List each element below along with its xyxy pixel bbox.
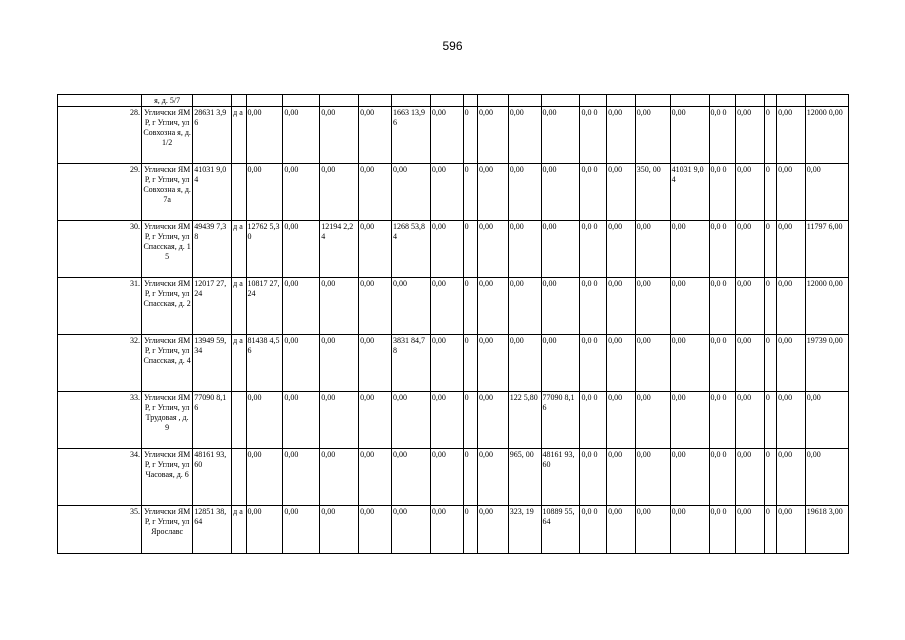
value-cell — [232, 449, 246, 506]
value-cell: 0,00 — [246, 164, 283, 221]
row-number: 28. — [58, 107, 142, 164]
value-cell: 0,00 — [246, 392, 283, 449]
value-cell: 0,00 — [246, 449, 283, 506]
value-cell: 19618 3,00 — [805, 506, 848, 554]
value-cell: 0,0 0 — [580, 392, 607, 449]
value-cell: 0,00 — [508, 107, 541, 164]
value-cell: 0,0 0 — [709, 506, 736, 554]
address-cell: Угличски ЯМР, г Углич, ул Совхозна я, д. 7а — [142, 164, 193, 221]
value-cell: 0,00 — [430, 392, 463, 449]
value-cell: 0,00 — [283, 335, 320, 392]
value-cell: 3831 84,78 — [391, 335, 430, 392]
value-cell: 0,00 — [736, 335, 765, 392]
value-cell: 0,00 — [283, 449, 320, 506]
value-cell: 12000 0,00 — [805, 107, 848, 164]
value-cell: 0,00 — [283, 506, 320, 554]
value-cell: 81438 4,56 — [246, 335, 283, 392]
value-cell: 10889 55,64 — [541, 506, 580, 554]
value-cell: 0,00 — [359, 107, 392, 164]
value-cell: 0,0 0 — [709, 335, 736, 392]
value-cell: 0,00 — [777, 221, 806, 278]
value-cell: 12851 38,64 — [193, 506, 232, 554]
value-cell: 0,00 — [607, 164, 636, 221]
value-cell: 0,00 — [478, 107, 509, 164]
value-cell: 0,00 — [736, 221, 765, 278]
value-cell: 0,00 — [541, 278, 580, 335]
value-cell: 0,00 — [736, 278, 765, 335]
value-cell: 0,00 — [670, 221, 709, 278]
row-number: 34. — [58, 449, 142, 506]
value-cell: 11797 6,00 — [805, 221, 848, 278]
value-cell: 0,00 — [736, 449, 765, 506]
table-row — [58, 506, 849, 554]
value-cell: 12194 2,24 — [320, 221, 359, 278]
value-cell: 0,0 0 — [709, 392, 736, 449]
value-cell: 0,00 — [635, 107, 670, 164]
value-cell: 0,00 — [777, 506, 806, 554]
table-row — [58, 278, 849, 335]
value-cell: 0,00 — [635, 335, 670, 392]
value-cell: 1663 13,96 — [391, 107, 430, 164]
table-row — [58, 335, 849, 392]
value-cell: 0,00 — [320, 392, 359, 449]
value-cell: 0,00 — [359, 449, 392, 506]
value-cell: 323, 19 — [508, 506, 541, 554]
value-cell: 0,00 — [670, 278, 709, 335]
value-cell: 0,00 — [777, 278, 806, 335]
value-cell: 0,00 — [670, 506, 709, 554]
value-cell: 350, 00 — [635, 164, 670, 221]
value-cell: 0,00 — [478, 449, 509, 506]
value-cell: 0,00 — [635, 392, 670, 449]
value-cell: 0,00 — [320, 107, 359, 164]
value-cell: 13949 59,34 — [193, 335, 232, 392]
value-cell: 0,00 — [359, 164, 392, 221]
value-cell: 0,0 0 — [709, 107, 736, 164]
value-cell: 0 — [463, 506, 477, 554]
value-cell: 0,00 — [777, 107, 806, 164]
value-cell: 0,00 — [320, 164, 359, 221]
value-cell: 0 — [764, 278, 776, 335]
value-cell: 0 — [764, 335, 776, 392]
value-cell: 0,00 — [508, 278, 541, 335]
continuation-row — [58, 95, 849, 107]
value-cell — [232, 392, 246, 449]
value-cell: 0 — [463, 449, 477, 506]
value-cell: д а — [232, 221, 246, 278]
value-cell: 0 — [463, 392, 477, 449]
value-cell: 0,00 — [478, 164, 509, 221]
value-cell: 0,0 0 — [580, 278, 607, 335]
value-cell: 0,00 — [430, 221, 463, 278]
value-cell: д а — [232, 335, 246, 392]
value-cell: 0,00 — [670, 449, 709, 506]
value-cell: 0,00 — [777, 164, 806, 221]
value-cell: 41031 9,04 — [193, 164, 232, 221]
address-fragment: я, д. 5/7 — [142, 95, 193, 107]
value-cell: 0,00 — [391, 449, 430, 506]
row-number: 29. — [58, 164, 142, 221]
value-cell: 0,00 — [736, 392, 765, 449]
row-number: 35. — [58, 506, 142, 554]
value-cell: 0,00 — [777, 392, 806, 449]
row-number: 30. — [58, 221, 142, 278]
value-cell: 0 — [764, 107, 776, 164]
value-cell: 0,0 0 — [580, 164, 607, 221]
row-number: 32. — [58, 335, 142, 392]
value-cell: 0,00 — [736, 107, 765, 164]
value-cell: 0,0 0 — [580, 335, 607, 392]
value-cell: 0,00 — [541, 107, 580, 164]
value-cell: 0,00 — [736, 164, 765, 221]
value-cell: 0,00 — [283, 107, 320, 164]
value-cell: 0 — [764, 506, 776, 554]
value-cell: 0,00 — [670, 392, 709, 449]
table-row — [58, 449, 849, 506]
value-cell: 0,00 — [541, 164, 580, 221]
value-cell: д а — [232, 506, 246, 554]
value-cell: 0,00 — [607, 335, 636, 392]
value-cell: 0,00 — [777, 449, 806, 506]
row-number: 31. — [58, 278, 142, 335]
value-cell: 0,0 0 — [709, 278, 736, 335]
address-cell: Угличски ЯМР, г Углич, ул Ярославс — [142, 506, 193, 554]
value-cell: 0,0 0 — [580, 506, 607, 554]
value-cell: 0,00 — [478, 278, 509, 335]
table-row — [58, 164, 849, 221]
value-cell: 19739 0,00 — [805, 335, 848, 392]
value-cell: 10817 27,24 — [246, 278, 283, 335]
value-cell: д а — [232, 107, 246, 164]
value-cell: 0,00 — [430, 506, 463, 554]
value-cell: 0,00 — [391, 164, 430, 221]
value-cell: 0,00 — [391, 506, 430, 554]
value-cell: 965, 00 — [508, 449, 541, 506]
value-cell: 48161 93,60 — [193, 449, 232, 506]
value-cell: 0,0 0 — [580, 107, 607, 164]
address-cell: Угличски ЯМР, г Углич, ул Совхозна я, д. 1/2 — [142, 107, 193, 164]
value-cell: 0,00 — [541, 221, 580, 278]
value-cell: 0,00 — [283, 278, 320, 335]
value-cell: 0,00 — [283, 164, 320, 221]
value-cell: 48161 93,60 — [541, 449, 580, 506]
value-cell: 0,00 — [430, 164, 463, 221]
value-cell: 0,00 — [607, 449, 636, 506]
value-cell: 0,00 — [359, 221, 392, 278]
value-cell: 0,0 0 — [580, 221, 607, 278]
address-cell: Угличски ЯМР, г Углич, ул Трудовая , д. 9 — [142, 392, 193, 449]
value-cell: 0,00 — [283, 221, 320, 278]
value-cell: 0,00 — [508, 221, 541, 278]
value-cell: 1268 53,84 — [391, 221, 430, 278]
value-cell: 0,00 — [607, 107, 636, 164]
value-cell: 0,00 — [635, 449, 670, 506]
value-cell: 28631 3,96 — [193, 107, 232, 164]
value-cell: 0,00 — [359, 506, 392, 554]
value-cell: 0 — [764, 392, 776, 449]
value-cell: 0 — [463, 107, 477, 164]
value-cell: 0,00 — [359, 392, 392, 449]
value-cell: 0,00 — [478, 335, 509, 392]
value-cell: 0,00 — [430, 335, 463, 392]
value-cell: 0,00 — [607, 392, 636, 449]
value-cell: 0 — [463, 335, 477, 392]
value-cell: 0 — [764, 449, 776, 506]
value-cell: 0,00 — [320, 506, 359, 554]
value-cell: 0,0 0 — [580, 449, 607, 506]
value-cell: 0,00 — [635, 278, 670, 335]
value-cell: 0,00 — [508, 335, 541, 392]
value-cell: 0,0 0 — [709, 164, 736, 221]
value-cell: 12017 27,24 — [193, 278, 232, 335]
value-cell: 0,00 — [320, 278, 359, 335]
value-cell: 0,00 — [320, 335, 359, 392]
value-cell: 0,00 — [478, 506, 509, 554]
value-cell: 0,00 — [478, 392, 509, 449]
value-cell: 0,00 — [430, 449, 463, 506]
value-cell: 0,0 0 — [709, 221, 736, 278]
value-cell: 0,00 — [607, 506, 636, 554]
value-cell: 0 — [764, 164, 776, 221]
value-cell: 0,00 — [777, 335, 806, 392]
value-cell: 0,00 — [478, 221, 509, 278]
value-cell: 0,00 — [246, 107, 283, 164]
value-cell: 0,00 — [283, 392, 320, 449]
value-cell: 12000 0,00 — [805, 278, 848, 335]
value-cell: 0,00 — [430, 278, 463, 335]
value-cell: 0,0 0 — [709, 449, 736, 506]
value-cell: 0,00 — [805, 392, 848, 449]
value-cell: д а — [232, 278, 246, 335]
table-row — [58, 107, 849, 164]
value-cell: 41031 9,04 — [670, 164, 709, 221]
value-cell: 0,00 — [541, 335, 580, 392]
value-cell: 122 5,80 — [508, 392, 541, 449]
value-cell: 0,00 — [359, 335, 392, 392]
address-cell: Угличски ЯМР, г Углич, ул Спасская, д. 4 — [142, 335, 193, 392]
value-cell: 0,00 — [670, 107, 709, 164]
value-cell: 0,00 — [805, 449, 848, 506]
value-cell: 0,00 — [607, 221, 636, 278]
table-row — [58, 392, 849, 449]
value-cell: 0,00 — [736, 506, 765, 554]
value-cell: 0,00 — [670, 335, 709, 392]
value-cell: 0,00 — [805, 164, 848, 221]
row-number: 33. — [58, 392, 142, 449]
value-cell: 49439 7,38 — [193, 221, 232, 278]
value-cell: 0,00 — [430, 107, 463, 164]
value-cell: 0,00 — [607, 278, 636, 335]
register-table — [57, 94, 849, 554]
value-cell: 0,00 — [246, 506, 283, 554]
value-cell: 0,00 — [391, 392, 430, 449]
table-row — [58, 221, 849, 278]
value-cell: 0,00 — [635, 221, 670, 278]
page-number: 596 — [442, 39, 463, 53]
address-cell: Угличски ЯМР, г Углич, ул Часовая, д. 6 — [142, 449, 193, 506]
value-cell — [232, 164, 246, 221]
address-cell: Угличски ЯМР, г Углич, ул Спасская, д. 15 — [142, 221, 193, 278]
value-cell: 0 — [463, 278, 477, 335]
value-cell: 0 — [463, 164, 477, 221]
value-cell: 0 — [764, 221, 776, 278]
value-cell: 0,00 — [635, 506, 670, 554]
value-cell: 0 — [463, 221, 477, 278]
value-cell: 12762 5,30 — [246, 221, 283, 278]
value-cell: 0,00 — [359, 278, 392, 335]
value-cell: 0,00 — [508, 164, 541, 221]
value-cell: 77090 8,16 — [193, 392, 232, 449]
value-cell: 0,00 — [320, 449, 359, 506]
value-cell: 0,00 — [391, 278, 430, 335]
address-cell: Угличски ЯМР, г Углич, ул Спасская, д. 2 — [142, 278, 193, 335]
value-cell: 77090 8,16 — [541, 392, 580, 449]
